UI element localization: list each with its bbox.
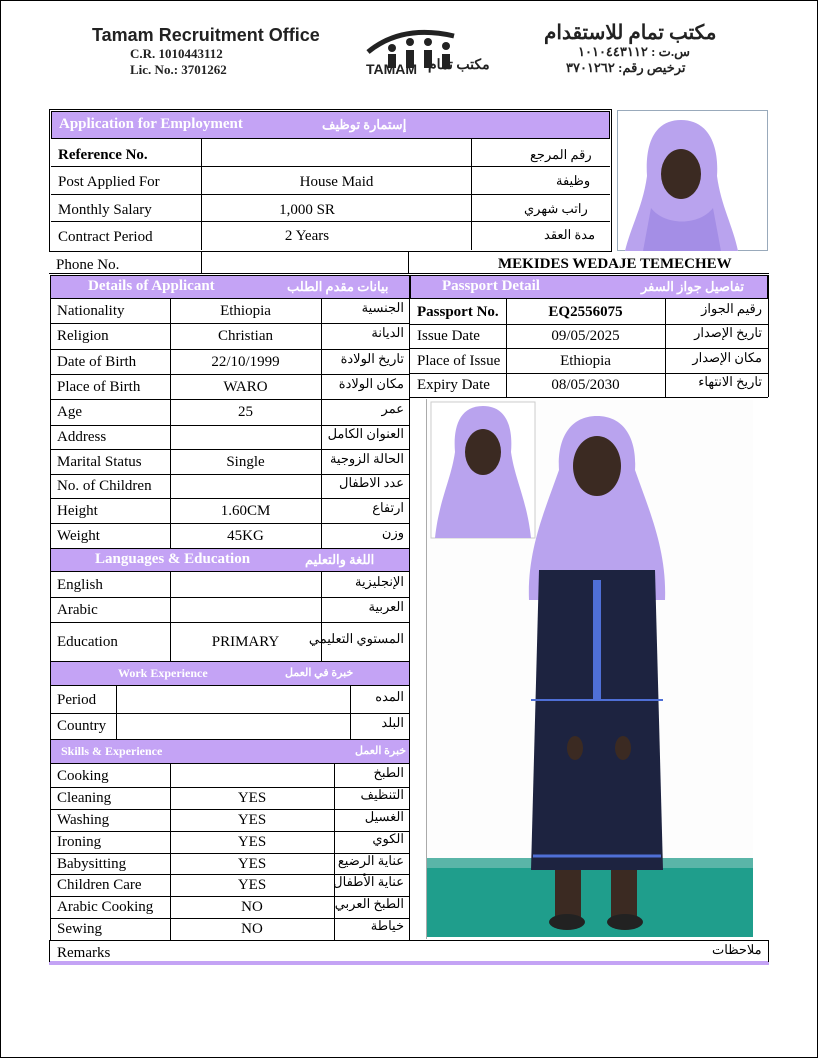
reference-label-ar: رقم المرجع: [530, 147, 592, 162]
applicant-row-label-ar: الجنسية: [361, 300, 404, 315]
skills-row-value: YES: [237, 812, 267, 828]
applicant-row-value: Christian: [218, 328, 273, 344]
applicant-row-value: WARO: [223, 378, 268, 395]
remarks-label-ar: ملاحظات: [712, 942, 762, 957]
languages-title-ar: اللغة والتعليم: [305, 552, 375, 567]
applicant-row-label-ar: تاريخ الولادة: [340, 350, 404, 366]
company-name-ar: مكتب تمام للاستقدام: [544, 22, 717, 44]
applicant-full-name: MEKIDES WEDAJE TEMECHEW: [498, 256, 732, 272]
applicant-row-value: Single: [226, 453, 265, 470]
passport-row-label-ar: تاريخ الإصدار: [694, 325, 762, 340]
skills-row-value: YES: [237, 790, 267, 806]
phone-label: Phone No.: [56, 257, 120, 273]
skills-row-label: Sewing: [57, 921, 102, 937]
passport-row-value: Ethiopia: [560, 352, 611, 369]
skills-row-label-ar: التنظيف: [360, 787, 404, 802]
company-name-en: Tamam Recruitment Office: [92, 25, 320, 45]
applicant-row-label: Age: [57, 404, 82, 420]
applicant-row-label-ar: العنوان الكامل: [327, 426, 404, 441]
applicant-row-label-ar: الحالة الزوجية: [329, 450, 404, 466]
passport-header: [410, 275, 768, 299]
languages-row-label-ar: الإنجليزية: [354, 573, 404, 589]
applicant-row-label: Date of Birth: [57, 353, 137, 370]
skills-row-label-ar: خياطة: [370, 918, 404, 933]
contract-label: Contract Period: [58, 229, 153, 245]
skills-row-value: YES: [237, 855, 267, 872]
post-value: House Maid: [299, 174, 374, 190]
applicant-row-label: Religion: [57, 328, 109, 344]
work-title-en: Work Experience: [118, 666, 208, 680]
skills-row-value: YES: [237, 834, 267, 850]
skills-row-label-ar: الكوي: [372, 831, 404, 846]
applicant-row-value: 1.60CM: [220, 502, 271, 519]
contract-label-ar: مدة العقد: [544, 227, 596, 242]
applicant-row-label: Height: [57, 502, 98, 519]
cr-number-en: C.R. 1010443112: [130, 46, 223, 61]
skills-row-label: Cooking: [57, 767, 109, 784]
skills-row-label-ar: الغسيل: [364, 809, 404, 824]
passport-row-label-ar: رقيم الجواز: [701, 300, 762, 316]
skills-row-label-ar: عناية الرضيع: [337, 852, 404, 868]
applicant-row-label: Weight: [57, 527, 100, 544]
skills-row-label-ar: الطبخ: [373, 764, 404, 780]
salary-label: Monthly Salary: [58, 202, 152, 218]
work-row-label: Period: [57, 691, 97, 708]
application-title-ar: إستمارة توظيف: [322, 117, 407, 132]
languages-row-label: English: [57, 576, 103, 593]
applicant-row-value: 22/10/1999: [211, 353, 280, 370]
reference-label: Reference No.: [58, 147, 148, 163]
skills-row-label-ar: الطبخ العربي: [334, 896, 404, 911]
work-title-ar: خبرة في العمل: [285, 667, 354, 679]
passport-row-label: Passport No.: [417, 303, 499, 320]
applicant-row-label-ar: مكان الولادة: [338, 375, 404, 391]
post-label: Post Applied For: [58, 174, 160, 190]
languages-row-value: PRIMARY: [211, 633, 280, 650]
passport-row-label: Issue Date: [417, 328, 480, 344]
portrait-photo: [625, 116, 738, 251]
applicant-title-en: Details of Applicant: [88, 278, 215, 294]
languages-title-en: Languages & Education: [95, 551, 251, 567]
applicant-row-label-ar: الديانة: [371, 325, 404, 340]
license-number-ar: ترخيص رقم: ٣٧٠١٢٦٢: [566, 60, 686, 75]
applicant-row-label: Address: [57, 429, 107, 445]
applicant-row-value: Ethiopia: [220, 303, 271, 319]
applicant-row-label: No. of Children: [57, 478, 152, 494]
skills-header: [50, 739, 410, 764]
post-label-ar: وظيفة: [556, 173, 591, 188]
applicant-header: [50, 275, 410, 299]
applicant-title-ar: بيانات مقدم الطلب: [287, 279, 389, 294]
passport-row-label: Expiry Date: [417, 377, 490, 393]
logo-text: TAMAM: [366, 61, 418, 77]
applicant-row-label: Nationality: [57, 303, 125, 319]
applicant-row-label-ar: ارتفاع: [372, 499, 404, 515]
skills-row-label-ar: عناية الأطفال: [333, 874, 404, 889]
skills-row-label: Children Care: [57, 877, 142, 893]
remarks-label: Remarks: [57, 945, 111, 961]
skills-row-value: NO: [241, 899, 263, 915]
application-header: [51, 111, 610, 139]
application-title-en: Application for Employment: [59, 116, 243, 132]
languages-row-label: Arabic: [57, 601, 98, 618]
applicant-row-value: 25: [238, 404, 253, 420]
passport-row-label-ar: مكان الإصدار: [692, 349, 762, 365]
remarks-row: [49, 940, 769, 962]
applicant-row-value: 45KG: [227, 527, 264, 544]
logo-text-ar: مكتب تمام: [428, 58, 490, 73]
applicant-row-label: Marital Status: [57, 453, 142, 470]
languages-row-label: Education: [57, 633, 118, 650]
skills-row-label: Arabic Cooking: [57, 899, 154, 915]
full-body-photo: [427, 400, 753, 937]
work-row-label-ar: البلد: [381, 715, 404, 730]
license-number-en: Lic. No.: 3701262: [130, 62, 227, 77]
salary-value: 1,000 SR: [279, 202, 335, 218]
languages-header: [50, 548, 410, 572]
cr-number-ar: س.ت : ١٠١٠٤٤٣١١٢: [578, 44, 691, 59]
applicant-row-label: Place of Birth: [57, 378, 141, 395]
salary-label-ar: راتب شهري: [524, 201, 588, 216]
passport-row-value: EQ2556075: [548, 303, 623, 320]
passport-row-label-ar: تاريخ الانتهاء: [698, 374, 762, 389]
skills-row-label: Cleaning: [57, 790, 112, 806]
applicant-row-label-ar: وزن: [381, 524, 404, 540]
skills-row-label: Washing: [57, 812, 110, 828]
skills-row-label: Ironing: [57, 834, 102, 850]
skills-title-en: Skills & Experience: [61, 744, 163, 758]
work-row-label-ar: المده: [375, 688, 404, 704]
passport-row-label: Place of Issue: [417, 352, 501, 369]
passport-title-ar: تفاصيل جواز السفر: [641, 279, 745, 294]
skills-row-value: NO: [241, 921, 263, 937]
work-header: [50, 661, 410, 686]
work-row-label: Country: [57, 718, 107, 734]
passport-row-value: 09/05/2025: [551, 328, 620, 344]
skills-title-ar: خبرة العمل: [355, 745, 407, 757]
passport-title-en: Passport Detail: [442, 278, 540, 294]
skills-row-value: YES: [237, 877, 267, 893]
applicant-row-label-ar: عمر: [381, 401, 404, 416]
contract-value: 2 Years: [284, 228, 330, 244]
applicant-row-label-ar: عدد الاطفال: [339, 475, 404, 490]
passport-row-value: 08/05/2030: [551, 377, 620, 393]
skills-row-label: Babysitting: [57, 855, 127, 872]
remarks-bottom-bar: [49, 961, 769, 965]
languages-row-label-ar: العربية: [368, 598, 404, 614]
languages-row-label-ar: المستوي التعليمي: [308, 630, 404, 646]
